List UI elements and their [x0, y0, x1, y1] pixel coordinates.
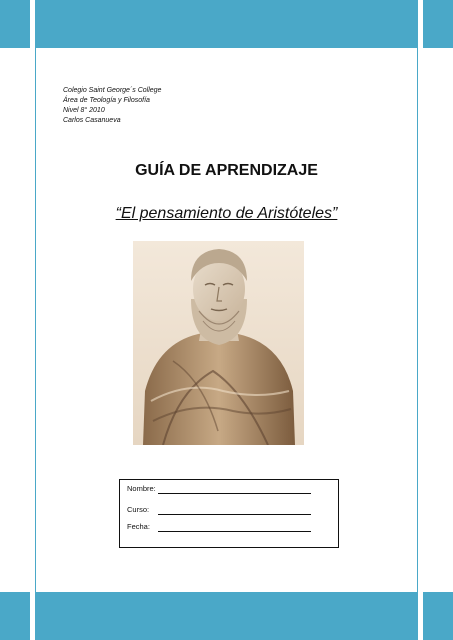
border-line-right — [417, 0, 418, 640]
bottom-band-center — [35, 592, 418, 640]
date-label: Fecha: — [127, 522, 150, 531]
course-field[interactable] — [158, 514, 311, 515]
bottom-band-right — [423, 592, 453, 640]
top-band-right — [423, 0, 453, 48]
aristotle-bust-image — [133, 241, 304, 445]
author-name: Carlos Casanueva — [63, 117, 121, 124]
subject-area: Área de Teología y Filosofía — [63, 97, 150, 104]
course-label: Curso: — [127, 505, 150, 514]
bottom-band-left — [0, 592, 30, 640]
top-band-left — [0, 0, 30, 48]
page-title: GUÍA DE APRENDIZAJE — [135, 162, 318, 179]
date-field[interactable] — [158, 531, 311, 532]
page-subtitle: “El pensamiento de Aristóteles” — [115, 205, 338, 222]
school-name: Colegio Saint George´s College — [63, 87, 162, 94]
name-label: Nombre: — [127, 484, 156, 493]
document-header — [63, 86, 161, 126]
border-line-left — [35, 0, 36, 640]
top-band-center — [35, 0, 418, 48]
grade-level: Nivel 8° 2010 — [63, 107, 105, 114]
name-field[interactable] — [158, 493, 311, 494]
student-info-box — [119, 479, 339, 548]
